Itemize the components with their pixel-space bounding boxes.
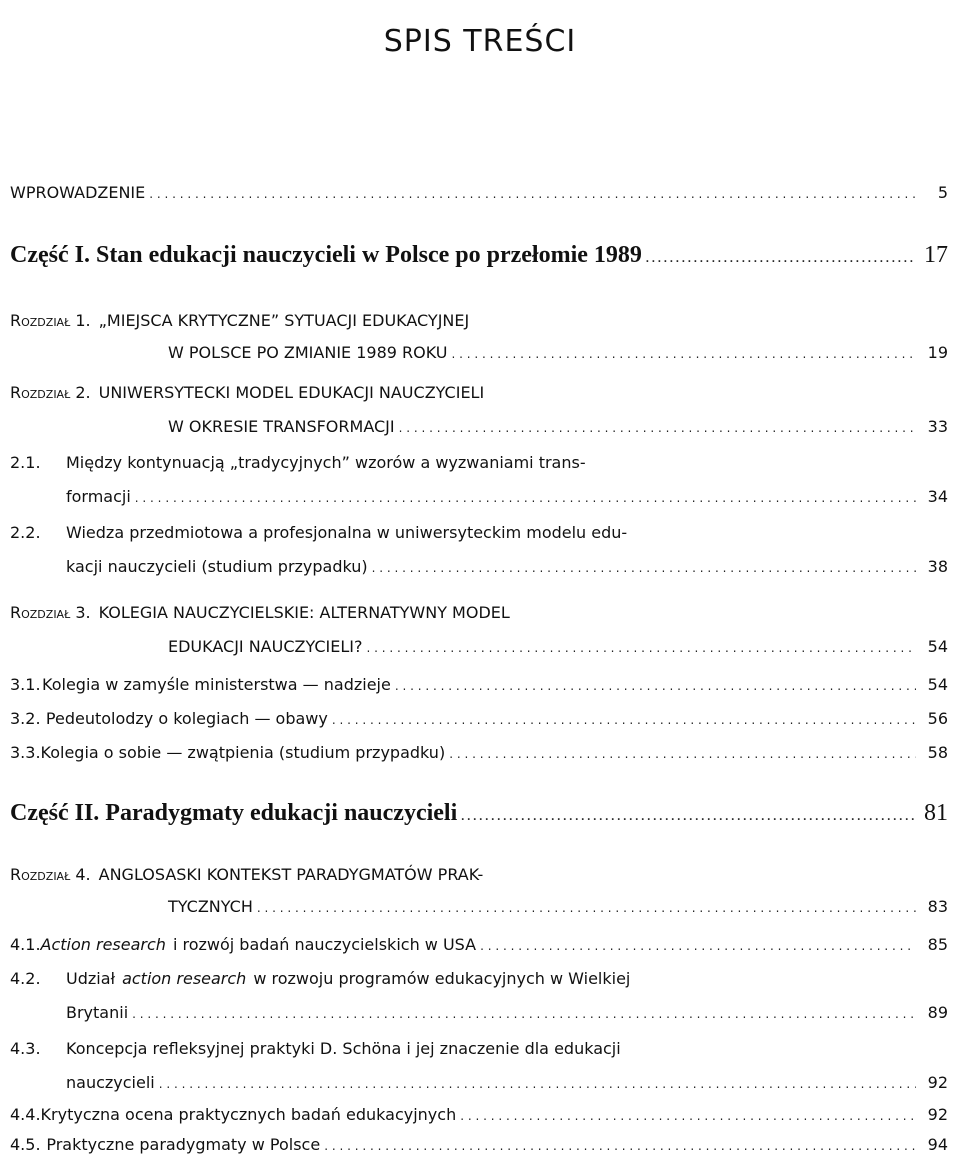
toc-entry-ch2-line2[interactable] <box>168 410 948 444</box>
toc-entry-label: kacji nauczycieli (studium przypadku) <box>66 557 368 576</box>
toc-entry-part1[interactable] <box>10 238 948 272</box>
toc-entry-label-italic: Action research <box>40 935 166 954</box>
toc-entry-ch1-line1[interactable] <box>10 304 948 338</box>
dot-leader <box>646 238 916 275</box>
dot-leader <box>480 928 916 963</box>
toc-entry-ch1-line2[interactable] <box>168 336 948 370</box>
section-number: 4.2. <box>10 969 41 988</box>
page-number: 19 <box>927 343 948 362</box>
page-number: 81 <box>924 800 948 826</box>
toc-entry-label: TYCZNYCH <box>168 897 253 916</box>
toc-entry-label: Kolegia o sobie — zwątpienia (studium przypadku) <box>40 743 446 762</box>
toc-entry-label: Koncepcja refleksyjnej praktyki D. Schöna i jej znaczenie dla edukacji <box>66 1039 621 1058</box>
toc-entry-label: i rozwój badań nauczycielskich w USA <box>172 935 477 954</box>
page-number: 54 <box>927 637 948 656</box>
toc-entry-label: w rozwoju programów edukacyjnych w Wielkiej <box>253 969 631 988</box>
toc-entry-ch2-line1[interactable] <box>10 376 948 410</box>
dot-leader <box>332 702 916 737</box>
toc-entry-label: ANGLOSASKI KONTEKST PARADYGMATÓW PRAK- <box>98 865 484 884</box>
toc-entry-label: Część II. Paradygmaty edukacji nauczycieli <box>10 800 458 826</box>
page-number: 56 <box>927 709 948 728</box>
dot-leader <box>149 176 916 211</box>
toc-entry-label: Wiedza przedmiotowa a profesjonalna w uniwersyteckim modelu edu- <box>66 523 628 542</box>
dot-leader <box>132 996 916 1031</box>
toc-entry-label: W POLSCE PO ZMIANIE 1989 ROKU <box>168 343 448 362</box>
toc-entry-label-italic: action research <box>122 969 247 988</box>
toc-entry-s43-line2[interactable] <box>66 1066 948 1100</box>
toc-entry-label: Pedeutolodzy o kolegiach — obawy <box>45 709 328 728</box>
dot-leader <box>449 736 916 771</box>
chapter-prefix: Rozdział 4. <box>10 865 91 884</box>
dot-leader <box>461 796 916 833</box>
section-number: 3.2. <box>10 709 41 728</box>
toc-entry-s21-line1[interactable] <box>10 446 948 480</box>
dot-leader <box>257 890 916 925</box>
page-number: 5 <box>937 183 948 202</box>
toc-entry-s45[interactable] <box>10 1128 948 1162</box>
toc-entry-ch4-line2[interactable] <box>168 890 948 924</box>
page-number: 92 <box>927 1073 948 1092</box>
dot-leader <box>324 1128 916 1163</box>
dot-leader <box>135 480 916 515</box>
toc-entry-label: nauczycieli <box>66 1073 155 1092</box>
toc-entry-ch3-line2[interactable] <box>168 630 948 664</box>
toc-entry-label: Część I. Stan edukacji nauczycieli w Polsce po przełomie 1989 <box>10 242 642 268</box>
page-number: 92 <box>927 1105 948 1124</box>
page-number: 17 <box>924 242 948 268</box>
page-number: 89 <box>927 1003 948 1022</box>
toc-entry-s22-line1[interactable] <box>10 516 948 550</box>
toc-entry-label: Kolegia w zamyśle ministerstwa — nadzieje <box>42 675 391 694</box>
dot-leader <box>367 630 917 665</box>
page-number: 83 <box>927 897 948 916</box>
toc-entry-s22-line2[interactable] <box>66 550 948 584</box>
page-number: 34 <box>927 487 948 506</box>
toc-entry-label: Brytanii <box>66 1003 129 1022</box>
toc-entry-label: WPROWADZENIE <box>10 183 146 202</box>
chapter-prefix: Rozdział 2. <box>10 383 91 402</box>
toc-entry-s32[interactable] <box>10 702 948 736</box>
toc-entry-s42-line2[interactable] <box>66 996 948 1030</box>
toc-entry-s21-line2[interactable] <box>66 480 948 514</box>
toc-entry-intro[interactable] <box>10 176 948 210</box>
toc-entry-label: KOLEGIA NAUCZYCIELSKIE: ALTERNATYWNY MODEL <box>98 603 510 622</box>
toc-entry-label: Praktyczne paradygmaty w Polsce <box>46 1135 321 1154</box>
section-number: 3.1. <box>10 675 41 694</box>
chapter-prefix: Rozdział 3. <box>10 603 91 622</box>
toc-entry-s41[interactable] <box>10 928 948 962</box>
toc-entry-ch4-line1[interactable] <box>10 858 948 892</box>
page-number: 54 <box>927 675 948 694</box>
page-number: 85 <box>927 935 948 954</box>
toc-entry-s44[interactable] <box>10 1098 948 1132</box>
toc-entry-label: Udział <box>66 969 116 988</box>
toc-entry-part2[interactable] <box>10 796 948 830</box>
section-number: 4.5. <box>10 1135 41 1154</box>
toc-entry-label: W OKRESIE TRANSFORMACJI <box>168 417 395 436</box>
dot-leader <box>452 336 916 371</box>
section-number: 2.2. <box>10 523 41 542</box>
toc-entry-label: Krytyczna ocena praktycznych badań edukacyjnych <box>40 1105 457 1124</box>
toc-entry-s33[interactable] <box>10 736 948 770</box>
page-number: 58 <box>927 743 948 762</box>
page-number: 33 <box>927 417 948 436</box>
dot-leader <box>159 1066 916 1101</box>
toc-entry-label: EDUKACJI NAUCZYCIELI? <box>168 637 363 656</box>
chapter-prefix: Rozdział 1. <box>10 311 91 330</box>
toc-entry-s31[interactable] <box>10 668 948 702</box>
toc-entry-label: UNIWERSYTECKI MODEL EDUKACJI NAUCZYCIELI <box>98 383 485 402</box>
page-number: 94 <box>927 1135 948 1154</box>
dot-leader <box>399 410 916 445</box>
section-number: 2.1. <box>10 453 41 472</box>
toc-entry-label: formacji <box>66 487 131 506</box>
toc-entry-label: Między kontynuacją „tradycyjnych” wzorów a wyzwaniami trans- <box>66 453 586 472</box>
toc-entry-s42-line1[interactable] <box>10 962 948 996</box>
section-number: 4.1. <box>10 935 41 954</box>
section-number: 4.4. <box>10 1105 41 1124</box>
section-number: 3.3. <box>10 743 41 762</box>
dot-leader <box>395 668 916 703</box>
toc-entry-ch3-line1[interactable] <box>10 596 948 630</box>
toc-entry-label: „MIEJSCA KRYTYCZNE” SYTUACJI EDUKACYJNEJ <box>98 311 470 330</box>
page-number: 38 <box>927 557 948 576</box>
section-number: 4.3. <box>10 1039 41 1058</box>
dot-leader <box>372 550 916 585</box>
toc-entry-s43-line1[interactable] <box>10 1032 948 1066</box>
page-title: SPIS TREŚCI <box>383 24 577 59</box>
